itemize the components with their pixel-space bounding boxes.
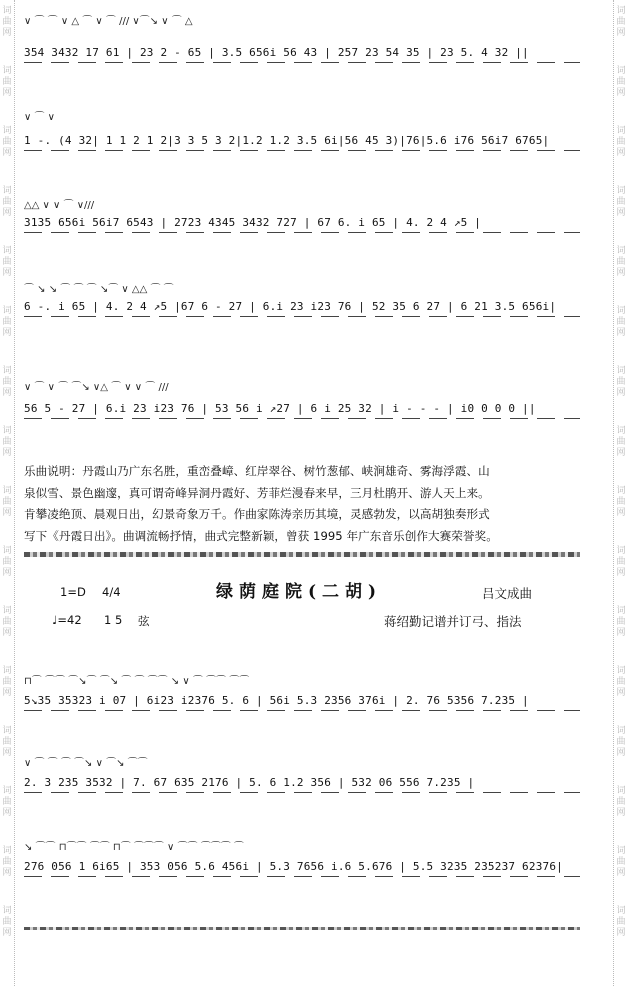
watermark-right: 词 曲 网: [616, 606, 626, 638]
beam-lines: [24, 232, 580, 238]
bowing-marks: ∨ ⌒ ∨: [24, 112, 55, 123]
composer: 吕文成曲: [482, 586, 533, 601]
beam-lines: [24, 150, 580, 156]
watermark-left: 词 曲 网: [2, 486, 12, 518]
watermark-right: 词 曲 网: [616, 846, 626, 878]
bowing-marks: △△ ∨ ∨ ⌒ ∨///: [24, 200, 95, 211]
watermark-right: 词 曲 网: [616, 726, 626, 758]
bowing-marks: ⌒ ↘ ↘ ⌒ ⌒ ⌒ ↘⌒ ∨ △△ ⌒ ⌒: [24, 284, 174, 295]
bowing-marks: ∨ ⌒ ∨ ⌒ ⌒↘ ∨△ ⌒ ∨ ∨ ⌒ ///: [24, 382, 169, 393]
watermark-left: 词 曲 网: [2, 186, 12, 218]
watermark-right: 词 曲 网: [616, 246, 626, 278]
watermark-left: 词 曲 网: [2, 606, 12, 638]
description-line: 泉似雪、景色幽邃，真可谓奇峰异洞丹霞好、芳菲烂漫春来早，三月杜鹃开、游人天上来。: [24, 485, 490, 500]
score-row-3: [24, 196, 584, 256]
beam-lines: [24, 876, 580, 882]
score2-row-2: [24, 754, 584, 814]
beam-lines: [24, 710, 580, 716]
watermark-right: 词 曲 网: [616, 186, 626, 218]
watermark-right: 词 曲 网: [616, 126, 626, 158]
watermark-left: 词 曲 网: [2, 666, 12, 698]
watermark-right: 词 曲 网: [616, 906, 626, 938]
score2-row-1: [24, 672, 584, 732]
notation-line: 5↘35 35323 i 07 | 6i23 i2376 5. 6 | 56i 5.3 2356 376i | 2. 76 5356 7.235 |: [24, 694, 529, 707]
bowing-marks: ∨ ⌒ ⌒ ⌒ ⌒↘ ∨ ⌒↘ ⌒⌒: [24, 758, 148, 769]
watermark-left: 词 曲 网: [2, 906, 12, 938]
notation-line: 6 -. i 65 | 4. 2 4 ↗5 |67 6 - 27 | 6.i 23 i23 76 | 52 35 6 27 | 6 21 3.5 656i|: [24, 300, 557, 313]
watermark-right: 词 曲 网: [616, 306, 626, 338]
tempo-marking: ♩=42: [52, 613, 82, 627]
score2-row-3: [24, 838, 584, 898]
notation-line: 3135 656i 56i7 6543 | 2723 4345 3432 727 | 67 6. i 65 | 4. 2 4 ↗5 |: [24, 216, 482, 229]
watermark-left: 词 曲 网: [2, 846, 12, 878]
transcriber-credit: 蒋绍勤记谱并订弓、指法: [384, 614, 522, 629]
watermark-right: 词 曲 网: [616, 786, 626, 818]
watermark-right: 词 曲 网: [616, 6, 626, 38]
watermark-right: 词 曲 网: [616, 426, 626, 458]
watermark-left: 词 曲 网: [2, 126, 12, 158]
notation-line: 276 056 1 6i65 | 353 056 5.6 456i | 5.3 7656 i.6 5.676 | 5.5 3235 235237 62376|: [24, 860, 563, 873]
watermark-left: 词 曲 网: [2, 66, 12, 98]
description-line: 肯攀凌绝顶、晨观日出，幻景奇象万千。作曲家陈涛亲历其境，灵感勃发，以高胡独奏形式: [24, 507, 490, 522]
watermark-left: 词 曲 网: [2, 786, 12, 818]
score-row-1: [24, 12, 584, 82]
beam-lines: [24, 792, 580, 798]
watermark-left: 词 曲 网: [2, 726, 12, 758]
beam-lines: [24, 62, 580, 68]
watermark-right: 词 曲 网: [616, 486, 626, 518]
description-line: 乐曲说明：丹霞山乃广东名胜，重峦叠嶂、红岸翠谷、树竹葱郁、峡涧雄奇、雾海浮霞、山: [24, 464, 490, 478]
watermark-left: 词 曲 网: [2, 426, 12, 458]
bottom-divider: [24, 927, 580, 930]
watermark-left: 词 曲 网: [2, 366, 12, 398]
piece-description: [24, 461, 584, 547]
string-tuning: 1 5: [104, 613, 123, 627]
score-row-2: [24, 108, 584, 178]
notation-line: 2. 3 235 3532 | 7. 67 635 2176 | 5. 6 1.2 356 | 532 06 556 7.235 |: [24, 776, 475, 789]
watermark-left: 词 曲 网: [2, 306, 12, 338]
time-signature: 4/4: [102, 585, 121, 599]
score-row-4: [24, 280, 584, 340]
key-signature: 1=D: [60, 585, 86, 599]
watermark-right: 词 曲 网: [616, 66, 626, 98]
notation-line: 1 -. (4 32| 1 1 2 1 2|3 3 5 3 2|1.2 1.2 3.5 6i|56 45 3)|76|5.6 i76 56i7 6765|: [24, 134, 550, 147]
watermark-left: 词 曲 网: [2, 546, 12, 578]
watermark-left: 词 曲 网: [2, 246, 12, 278]
watermark-left: 词 曲 网: [2, 6, 12, 38]
beam-lines: [24, 418, 580, 424]
watermark-right: 词 曲 网: [616, 546, 626, 578]
bowing-marks: ∨ ⌒ ⌒ ∨ △ ⌒ ∨ ⌒ /// ∨⌒↘ ∨ ⌒ △: [24, 16, 193, 27]
watermark-right: 词 曲 网: [616, 666, 626, 698]
beam-lines: [24, 316, 580, 322]
string-label: 弦: [138, 614, 150, 628]
description-line: 写下《丹霞日出》。曲调流畅抒情，曲式完整新颖，曾获 1995 年广东音乐创作大赛荣誉奖。: [24, 528, 498, 543]
piece-title: 绿荫庭院(二胡): [216, 582, 383, 602]
section-divider: [24, 552, 580, 557]
notation-line: 56 5 - 27 | 6.i 23 i23 76 | 53 56 i ↗27 | 6 i 25 32 | i - - - | i0 0 0 0 ||: [24, 402, 536, 415]
score-row-5: [24, 378, 584, 438]
bowing-marks: ↘ ⌒⌒ ⊓⌒⌒ ⌒⌒ ⊓⌒ ⌒⌒⌒ ∨ ⌒⌒ ⌒⌒⌒ ⌒: [24, 842, 244, 853]
watermark-right: 词 曲 网: [616, 366, 626, 398]
bowing-marks: ⊓⌒ ⌒⌒ ⌒↘⌒ ⌒↘ ⌒ ⌒ ⌒⌒ ↘ ∨ ⌒ ⌒⌒ ⌒⌒: [24, 676, 250, 687]
notation-line: 354 3432 17 61 | 23 2 - 65 | 3.5 656i 56 43 | 257 23 54 35 | 23 5. 4 32 ||: [24, 46, 529, 59]
